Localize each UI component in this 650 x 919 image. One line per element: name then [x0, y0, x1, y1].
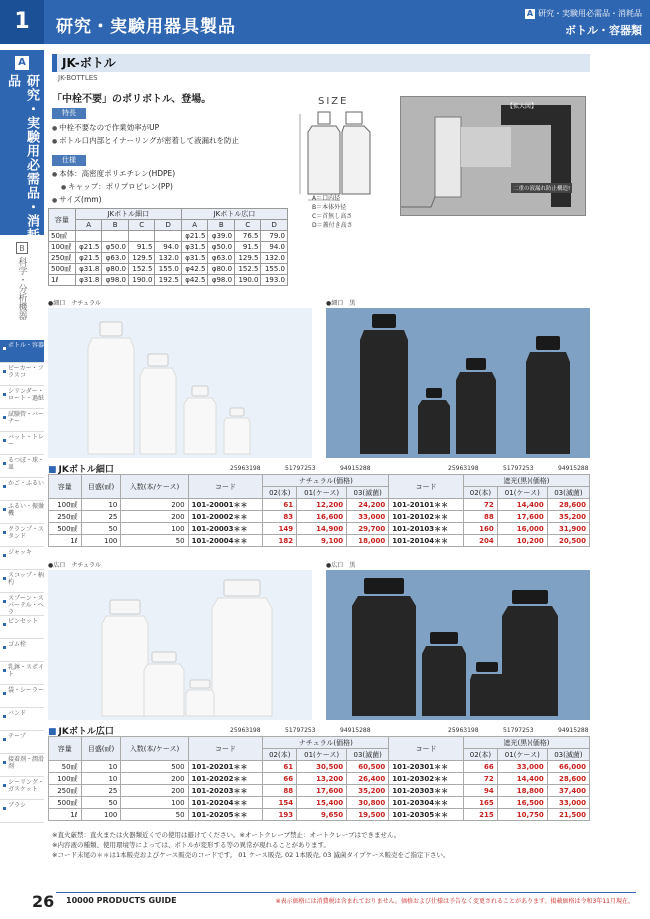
size-col: D	[261, 220, 288, 231]
size-cell: 100㎖	[49, 242, 76, 253]
nav-item[interactable]: ビーカー・フラスコ	[0, 363, 44, 386]
features-label: 特長	[52, 108, 86, 119]
nav-item[interactable]: バット・トレー	[0, 432, 44, 455]
bottle-group-wide-natural	[48, 570, 312, 720]
size-cell: φ21.5	[75, 253, 102, 264]
photo-wide-black	[326, 570, 590, 720]
col-header: コード	[188, 475, 263, 499]
size-col: D	[155, 220, 181, 231]
legend-item: A＝口内径	[312, 195, 341, 202]
photo-caption: ●細口 黒	[326, 300, 356, 307]
size-cell: φ42.5	[181, 275, 208, 286]
header-category	[525, 8, 642, 19]
size-col: B	[208, 220, 235, 231]
size-cell: 94.0	[155, 242, 181, 253]
price: 37,400	[547, 785, 589, 797]
col-header: 入数(本/ケース)	[121, 475, 188, 499]
cell: 100	[121, 797, 188, 809]
product-code[interactable]: 101-20304＊＊	[389, 797, 464, 809]
size-cell: 132.0	[155, 253, 181, 264]
size-cell: 129.5	[235, 253, 261, 264]
size-header-narrow: JKボトル細口	[75, 209, 181, 220]
cell: 200	[121, 785, 188, 797]
nav-item[interactable]: 袋・シーラー	[0, 685, 44, 708]
nav-item[interactable]: るつぼ・球・皿	[0, 455, 44, 478]
size-header-volume: 容量	[49, 209, 76, 231]
size-cell: φ31.8	[75, 275, 102, 286]
size-cell: φ21.5	[75, 242, 102, 253]
col-header: 目盛(㎖)	[81, 475, 121, 499]
table-row	[49, 797, 590, 809]
size-cell: 152.5	[129, 264, 155, 275]
product-code[interactable]: 101-20302＊＊	[389, 773, 464, 785]
price: 35,200	[547, 511, 589, 523]
price: 21,500	[547, 809, 589, 821]
price: 154	[263, 797, 297, 809]
size-cell	[102, 231, 129, 242]
cell: 250㎖	[49, 511, 82, 523]
price: 17,600	[497, 511, 547, 523]
price: 20,500	[547, 535, 589, 547]
col-header: コード	[389, 737, 464, 761]
size-cell: 193.0	[261, 275, 288, 286]
table-row	[49, 809, 590, 821]
photo-caption: ●細口 ナチュラル	[48, 300, 101, 307]
spec-label: 仕様	[52, 155, 86, 166]
size-cell: 155.0	[261, 264, 288, 275]
size-col: A	[75, 220, 102, 231]
note-item: ※内容液の種類、使用環境等によっては、ボトルが変形する等の異常が現れることがあります。	[52, 841, 330, 849]
size-header-wide: JKボトル広口	[181, 209, 287, 220]
photo-caption: ●広口 ナチュラル	[48, 562, 101, 569]
page-number: 26	[32, 892, 55, 911]
side-tab-b[interactable]	[12, 242, 32, 332]
price: 66	[263, 773, 297, 785]
case-code: 94915288	[558, 727, 589, 734]
photo-caption: ●広口 黒	[326, 562, 356, 569]
size-cell: 79.0	[261, 231, 288, 242]
zoom-caption: 二重の液漏れ防止構造!	[511, 183, 572, 193]
features-list	[52, 122, 239, 148]
size-cell: 152.5	[235, 264, 261, 275]
size-cell: 94.0	[261, 242, 288, 253]
size-cell: φ42.5	[181, 264, 208, 275]
size-cell: φ80.0	[208, 264, 235, 275]
product-code[interactable]: 101-20204＊＊	[188, 797, 263, 809]
col-header: 01(ケース)	[497, 487, 547, 499]
price: 149	[263, 523, 297, 535]
size-table	[48, 208, 288, 286]
product-code[interactable]: 101-20205＊＊	[188, 809, 263, 821]
col-header: 03(滅菌)	[547, 749, 589, 761]
bottle-group-narrow-black	[326, 308, 590, 458]
price: 10,200	[497, 535, 547, 547]
size-row	[49, 275, 288, 286]
zoom-label: 【拡大図】	[507, 103, 538, 110]
price: 204	[464, 535, 498, 547]
case-code: 51797253	[503, 727, 534, 734]
spec-item: ● キャップ：ポリプロピレン(PP)	[52, 181, 175, 194]
product-code[interactable]: 101-20101＊＊	[389, 499, 464, 511]
cell: 50	[121, 809, 188, 821]
price-table-narrow	[48, 474, 590, 547]
price: 9,650	[297, 809, 347, 821]
size-cell	[75, 231, 102, 242]
price: 26,400	[347, 773, 389, 785]
col-header: 03(滅菌)	[347, 487, 389, 499]
price: 18,000	[347, 535, 389, 547]
product-code[interactable]: 101-20103＊＊	[389, 523, 464, 535]
price: 182	[263, 535, 297, 547]
size-cell: φ31.8	[75, 264, 102, 275]
price: 14,400	[497, 499, 547, 511]
table-row	[49, 511, 590, 523]
zoom-cross-section	[401, 97, 587, 217]
cell: 100	[81, 535, 121, 547]
price: 33,000	[497, 761, 547, 773]
size-cell: φ63.0	[208, 253, 235, 264]
price: 24,200	[347, 499, 389, 511]
nav-item[interactable]: ジャッキ	[0, 547, 44, 570]
size-col: C	[129, 220, 155, 231]
cell: 50	[121, 535, 188, 547]
table-row	[49, 499, 590, 511]
feature-item: ● ボトル口内部とイナーリングが密着して液漏れを防止	[52, 135, 239, 148]
price: 14,400	[497, 773, 547, 785]
price: 165	[464, 797, 498, 809]
zoom-figure	[400, 96, 586, 216]
size-cell: φ31.5	[181, 253, 208, 264]
size-cell	[129, 231, 155, 242]
price: 33,000	[547, 797, 589, 809]
cell: 50㎖	[49, 761, 82, 773]
table-row	[49, 761, 590, 773]
size-cell: φ21.5	[181, 231, 208, 242]
case-code: 25963198	[230, 465, 261, 472]
price: 16,000	[497, 523, 547, 535]
nav-item[interactable]: 試験管・バーナー	[0, 409, 44, 432]
nav-item[interactable]: かご・ふるい	[0, 478, 44, 501]
size-cell: 190.0	[235, 275, 261, 286]
col-header: ナチュラル(価格)	[263, 737, 389, 749]
case-code: 25963198	[230, 727, 261, 734]
chapter-number: 1	[0, 0, 44, 44]
price: 16,600	[297, 511, 347, 523]
price: 10,750	[497, 809, 547, 821]
product-code[interactable]: 101-20004＊＊	[188, 535, 263, 547]
price: 83	[263, 511, 297, 523]
size-cell: 91.5	[129, 242, 155, 253]
size-cell: φ39.0	[208, 231, 235, 242]
cell: 100㎖	[49, 773, 82, 785]
size-row	[49, 253, 288, 264]
price: 28,600	[547, 773, 589, 785]
price: 66	[464, 761, 498, 773]
size-cell: 91.5	[235, 242, 261, 253]
col-header: 容量	[49, 475, 82, 499]
side-nav	[0, 340, 44, 823]
price: 88	[464, 511, 498, 523]
product-subtitle: JK-BOTTLES	[58, 74, 98, 82]
cell: 100	[81, 809, 121, 821]
case-code: 51797253	[285, 465, 316, 472]
case-code: 51797253	[503, 465, 534, 472]
note-item: ※コード末尾の＊＊は1本販売およびケース販売のコードです。 01 ケース販売, 02 1本販売, 03 滅菌タイプケース販売をご指定下さい。	[52, 851, 450, 859]
nav-item[interactable]: 接着剤・潤滑剤	[0, 754, 44, 777]
price: 17,600	[297, 785, 347, 797]
price: 12,200	[297, 499, 347, 511]
nav-item[interactable]: ブラシ	[0, 800, 44, 823]
product-code[interactable]: 101-20201＊＊	[188, 761, 263, 773]
size-cell: φ98.0	[208, 275, 235, 286]
case-code: 51797253	[285, 727, 316, 734]
price: 30,500	[297, 761, 347, 773]
product-code[interactable]: 101-20001＊＊	[188, 499, 263, 511]
case-code: 94915288	[340, 727, 371, 734]
price: 33,000	[347, 511, 389, 523]
col-header: 遮光(黒)(価格)	[464, 475, 590, 487]
price: 215	[464, 809, 498, 821]
col-header: 02(本)	[464, 487, 498, 499]
nav-item[interactable]: スコップ・柄杓	[0, 570, 44, 593]
guide-title: 10000 PRODUCTS GUIDE	[66, 896, 177, 905]
cell: 500㎖	[49, 797, 82, 809]
col-header: 01(ケース)	[497, 749, 547, 761]
nav-item[interactable]: シーリング・ガスケット	[0, 777, 44, 800]
product-code[interactable]: 101-20202＊＊	[188, 773, 263, 785]
col-header: 02(本)	[263, 487, 297, 499]
product-code[interactable]: 101-20303＊＊	[389, 785, 464, 797]
size-cell: 192.5	[155, 275, 181, 286]
col-header: 遮光(黒)(価格)	[464, 737, 590, 749]
nav-item[interactable]: バンド	[0, 708, 44, 731]
photo-narrow-natural	[48, 308, 312, 458]
product-code[interactable]: 101-20002＊＊	[188, 511, 263, 523]
size-col: C	[235, 220, 261, 231]
product-title-bar	[52, 54, 590, 72]
size-cell: φ98.0	[102, 275, 129, 286]
col-header: 02(本)	[464, 749, 498, 761]
photo-narrow-black	[326, 308, 590, 458]
case-code: 25963198	[448, 465, 479, 472]
price: 30,800	[347, 797, 389, 809]
cell: 1ℓ	[49, 809, 82, 821]
cell: 250㎖	[49, 785, 82, 797]
case-code: 94915288	[340, 465, 371, 472]
col-header: コード	[188, 737, 263, 761]
price: 193	[263, 809, 297, 821]
size-cell: 190.0	[129, 275, 155, 286]
side-tab-a-label: 研究・実験用必需品・消耗品	[5, 74, 39, 242]
bottle-group-narrow-natural	[48, 308, 312, 458]
col-header: 03(滅菌)	[547, 487, 589, 499]
price: 28,600	[547, 499, 589, 511]
price: 19,500	[347, 809, 389, 821]
legend-item: B＝本体外径	[312, 204, 347, 211]
price: 14,900	[297, 523, 347, 535]
header-title: 研究・実験用器具製品	[56, 17, 236, 37]
nav-item[interactable]: シリンダー・ロート・過紙	[0, 386, 44, 409]
size-legend	[312, 194, 353, 230]
cell: 500	[121, 761, 188, 773]
cell: 10	[81, 761, 121, 773]
cell: 25	[81, 785, 121, 797]
spec-list	[52, 168, 175, 207]
col-header: 02(本)	[263, 749, 297, 761]
note-item: ※直火厳禁：直火または火器類近くでの使用は避けてください。※オートクレーブ禁止：オートクレーブはできません。	[52, 831, 401, 839]
price: 72	[464, 499, 498, 511]
feature-item: ● 中栓不要なので作業効率がUP	[52, 122, 239, 135]
cell: 500㎖	[49, 523, 82, 535]
size-cell: φ50.0	[208, 242, 235, 253]
nav-item[interactable]: テープ	[0, 731, 44, 754]
size-cell: φ80.0	[102, 264, 129, 275]
spec-item: ● 本体：高密度ポリエチレン(HDPE)	[52, 168, 175, 181]
cell: 50	[81, 797, 121, 809]
cell: 200	[121, 773, 188, 785]
case-code: 25963198	[448, 727, 479, 734]
size-cell: φ63.0	[102, 253, 129, 264]
price: 160	[464, 523, 498, 535]
side-tab-b-label: 科学・分析機器	[16, 257, 27, 320]
table-row	[49, 785, 590, 797]
size-cell	[155, 231, 181, 242]
nav-item[interactable]: ピンセット	[0, 616, 44, 639]
col-header: 03(滅菌)	[347, 749, 389, 761]
cell: 100	[121, 523, 188, 535]
product-title: JK-ボトル	[62, 56, 116, 70]
size-cell: 1ℓ	[49, 275, 76, 286]
table-row	[49, 535, 590, 547]
nav-item[interactable]: クランプ・スタンド	[0, 524, 44, 547]
col-header: 01(ケース)	[297, 749, 347, 761]
price: 16,500	[497, 797, 547, 809]
nav-item[interactable]: ふるい・振盪機	[0, 501, 44, 524]
size-cell: 155.0	[155, 264, 181, 275]
price: 61	[263, 761, 297, 773]
size-col: A	[181, 220, 208, 231]
price: 60,500	[347, 761, 389, 773]
bottle-group-wide-black	[326, 570, 590, 720]
footer-note: ※表示価格には消費税は含まれておりません。価格および仕様は予告なく変更されることがあります。掲載価格は令和3年11月現在。	[275, 898, 634, 905]
size-row	[49, 242, 288, 253]
product-code[interactable]: 101-20301＊＊	[389, 761, 464, 773]
catch-copy: 「中栓不要」のポリボトル、登場。	[52, 94, 212, 105]
cell: 1ℓ	[49, 535, 82, 547]
cell: 200	[121, 511, 188, 523]
size-cell: 500㎖	[49, 264, 76, 275]
photo-wide-natural	[48, 570, 312, 720]
cell: 10	[81, 773, 121, 785]
size-cell: φ50.0	[102, 242, 129, 253]
price: 72	[464, 773, 498, 785]
price: 35,200	[347, 785, 389, 797]
size-row	[49, 264, 288, 275]
size-cell: 250㎖	[49, 253, 76, 264]
product-code[interactable]: 101-20305＊＊	[389, 809, 464, 821]
side-tab-b-letter: B	[16, 242, 28, 254]
side-tab-a-letter: A	[15, 56, 29, 70]
price: 88	[263, 785, 297, 797]
col-header: コード	[389, 475, 464, 499]
size-col: B	[102, 220, 129, 231]
col-header: 01(ケース)	[297, 487, 347, 499]
cell: 200	[121, 499, 188, 511]
col-header: 容量	[49, 737, 82, 761]
col-header: 入数(本/ケース)	[121, 737, 188, 761]
product-code[interactable]: 101-20102＊＊	[389, 511, 464, 523]
size-heading: SIZE	[318, 96, 349, 107]
price: 29,700	[347, 523, 389, 535]
nav-item[interactable]: スプーン・スパーテル・ヘラ	[0, 593, 44, 616]
col-header: ナチュラル(価格)	[263, 475, 389, 487]
size-cell: 76.5	[235, 231, 261, 242]
cell: 25	[81, 511, 121, 523]
table-row	[49, 773, 590, 785]
price: 18,800	[497, 785, 547, 797]
spec-item: ● サイズ(mm)	[52, 194, 175, 207]
product-code[interactable]: 101-20104＊＊	[389, 535, 464, 547]
size-cell: 132.0	[261, 253, 288, 264]
size-cell: 129.5	[129, 253, 155, 264]
price: 9,100	[297, 535, 347, 547]
size-cell: φ31.5	[181, 242, 208, 253]
price: 15,400	[297, 797, 347, 809]
price: 94	[464, 785, 498, 797]
size-row	[49, 231, 288, 242]
category-badge: A	[526, 9, 534, 18]
cell: 100㎖	[49, 499, 82, 511]
table2-title: ■ JKボトル広口	[48, 724, 114, 737]
legend-item: C＝首無し高さ	[312, 213, 353, 220]
header-subcategory: ボトル・容器類	[565, 24, 642, 37]
product-code[interactable]: 101-20203＊＊	[188, 785, 263, 797]
legend-item: D＝蓋付き高さ	[312, 222, 353, 229]
size-cell: 50㎖	[49, 231, 76, 242]
price: 31,900	[547, 523, 589, 535]
price-table-wide	[48, 736, 590, 821]
nav-item[interactable]: 乳鉢・スポイト	[0, 662, 44, 685]
col-header: 目盛(㎖)	[81, 737, 121, 761]
price: 13,200	[297, 773, 347, 785]
price: 66,000	[547, 761, 589, 773]
table-row	[49, 523, 590, 535]
side-tab-a[interactable]	[0, 50, 44, 242]
footer-divider	[56, 892, 636, 893]
category-label: 研究・実験用必需品・消耗品	[538, 9, 642, 18]
notes	[52, 830, 450, 860]
nav-item[interactable]: ゴム栓	[0, 639, 44, 662]
nav-item[interactable]: ボトル・容器	[0, 340, 44, 363]
cell: 50	[81, 523, 121, 535]
table1-title: ■ JKボトル細口	[48, 462, 114, 475]
cell: 10	[81, 499, 121, 511]
case-code: 94915288	[558, 465, 589, 472]
price: 61	[263, 499, 297, 511]
product-code[interactable]: 101-20003＊＊	[188, 523, 263, 535]
